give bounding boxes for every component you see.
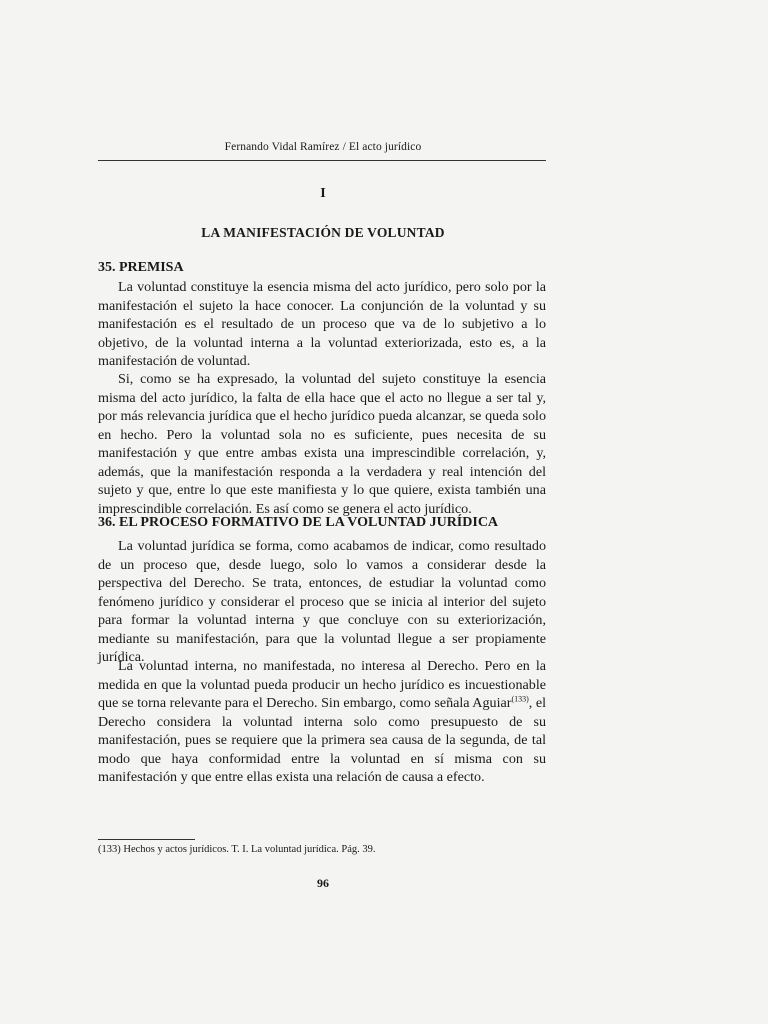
page-number: 96 bbox=[317, 876, 329, 890]
paragraph bbox=[98, 657, 546, 787]
footnote-rule bbox=[98, 839, 195, 840]
section-heading: 35. PREMISA bbox=[98, 260, 184, 275]
chapter-number: I bbox=[320, 186, 326, 201]
chapter-title: LA MANIFESTACIÓN DE VOLUNTAD bbox=[201, 225, 445, 240]
footnote: (133) Hechos y actos jurídicos. T. I. La voluntad jurídica. Pág. 39. bbox=[98, 844, 376, 855]
document-page bbox=[98, 0, 548, 1024]
paragraph: La voluntad jurídica se forma, como acabamos de indicar, como resultado de un proceso que, desde luego, solo lo vamos a considerar desde la perspectiva del Derecho. Se trata, entonces, de estudiar la voluntad como fenómeno jurídico y considerar el proceso que se inicia al interior del sujeto para formar la voluntad interna y que concluye con su exteriorización, mediante su manifestación, para que la voluntad llegue a ser propiamente jurídica. bbox=[98, 538, 546, 665]
header-rule bbox=[98, 160, 546, 161]
paragraph-text: La voluntad interna, no manifestada, no interesa al Derecho. Pero en la medida en que la voluntad pueda producir un hecho jurídico es incuestionable que se torna relevante para el Derecho. Sin embargo, como señala Aguiar bbox=[98, 658, 546, 711]
paragraph: Si, como se ha expresado, la voluntad del sujeto constituye la esencia misma del acto jurídico, la falta de ella hace que el acto no llegue a ser tal y, por más relevancia jurídica que el hecho jurídico pueda alcanzar, se queda solo en hecho. Pero la voluntad sola no es suficiente, pues necesita de su manifestación y que entre ambas exista una imprescindible correlación, y, además, que la manifestación responda a la verdadera y real intención del sujeto y que, entre lo que este manifiesta y lo que quiere, exista también una imprescindible correlación. Es así como se genera el acto jurídico. bbox=[98, 371, 546, 517]
paragraph-text: , el Derecho considera la voluntad interna solo como presupuesto de su manifestación, pues se requiere que la primera sea causa de la segunda, de tal modo que haya conformidad entre la voluntad en sí misma con su manifestación y que entre ellas exista una relación de causa a efecto. bbox=[98, 695, 547, 785]
section-heading: 36. EL PROCESO FORMATIVO DE LA VOLUNTAD JURÍDICA bbox=[98, 515, 499, 530]
footnote-reference[interactable]: (133) bbox=[511, 694, 529, 704]
paragraph: La voluntad constituye la esencia misma del acto jurídico, pero solo por la manifestación el sujeto la hace conocer. La conjunción de la voluntad y su manifestación es el resultado de un proceso que va de lo subjetivo a lo objetivo, de la voluntad interna a la voluntad exteriorizada, esto es, a la manifestación de voluntad. bbox=[98, 279, 546, 369]
running-header: Fernando Vidal Ramírez / El acto jurídico bbox=[224, 141, 422, 153]
